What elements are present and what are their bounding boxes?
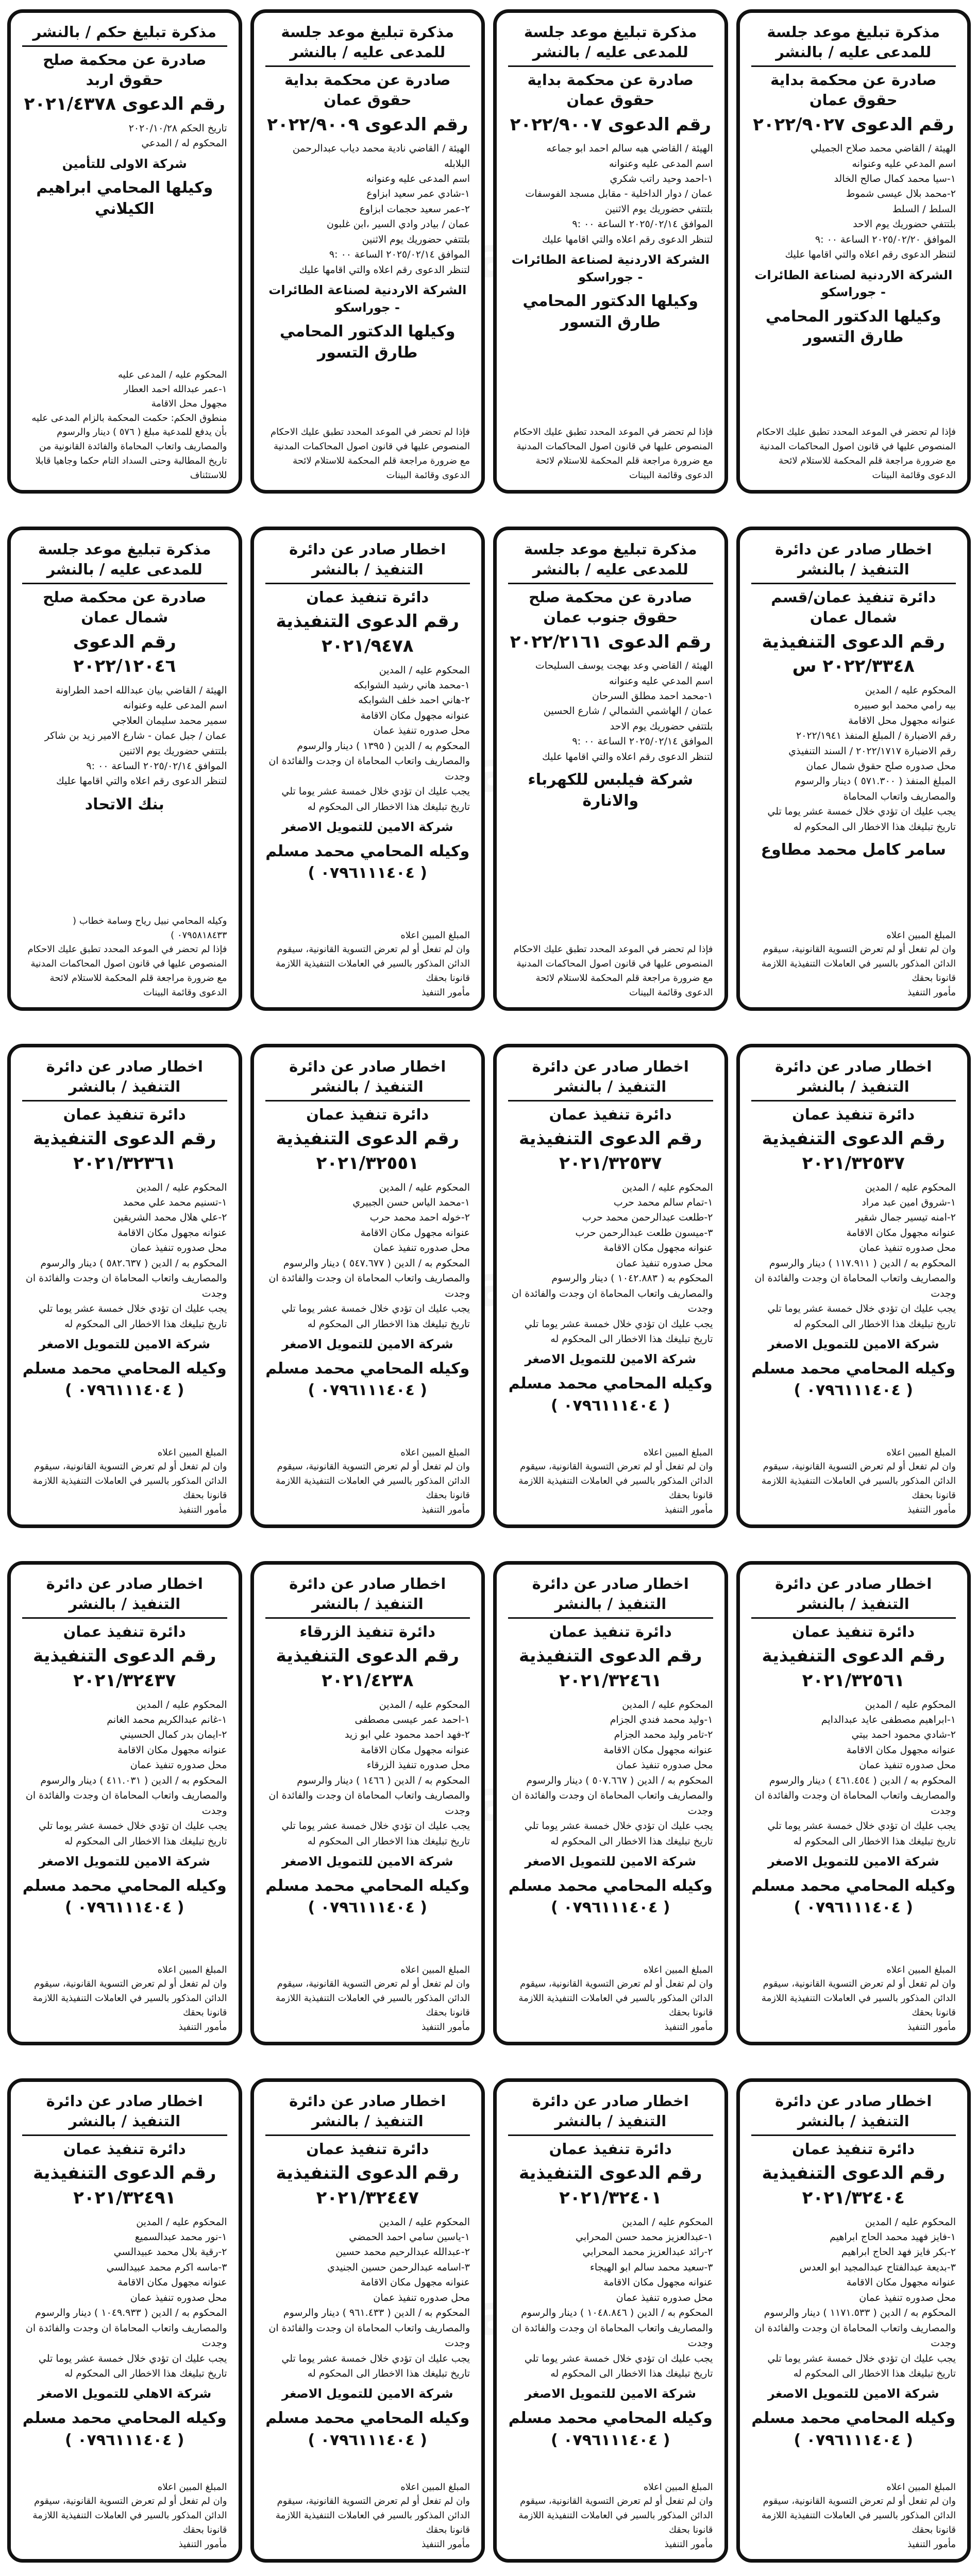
- notice-creditor: شركة الامين للتمويل الاصغر: [282, 2386, 453, 2401]
- notice-footer: وكيله المحامي نبيل رياح وسامة خطاب ( ٠٧٩٥٨١٨٤٣٣ ) فإذا لم تحضر في الموعد المحدد تطبق عليك الاحكام المنصوص عليها في قانون اصول المحاكمات المدنية مع ضرورة مراجعة قلم المحكمة للاستلام لائحة الدعوى وقائمة البينات: [27, 915, 227, 998]
- notice-body: المحكوم عليه / المدين ١-محمد هاني رشيد الشوابكه ٢-هاني احمد خلف الشوابكه عنوانه مجهول مكان الاقامة محل صدوره تنفيذ عمان المحكوم به / الدين ( ١٣٩٥ ) دينار والرسوم والمصاريف واتعاب المحاماة ان وجدت والفائدة ان وجدت يجب عليك ان تؤدي خلال خمسة عشر يوما تلي تاريخ تبليغك هذا الاخطار الى المحكوم له: [268, 664, 470, 812]
- notice-footer: المبلغ المبين اعلاه وان لم تفعل أو لم تعرض التسوية القانونية، سيقوم الدائن المذكور بالسير في العاملات التنفيذية اللازمة قانونا بحقك مأمور التنفيذ: [32, 2481, 227, 2550]
- legal-notice: [736, 9, 971, 494]
- notice-court: دائرة تنفيذ عمان: [306, 588, 429, 606]
- notice-lawyer: وكيله المحامي محمد مسلم: [508, 2409, 713, 2428]
- notice-lawyer: وكيلها الدكتور المحامي طارق التسور: [522, 292, 699, 331]
- notice-footer: المبلغ المبين اعلاه وان لم تفعل أو لم تعرض التسوية القانونية، سيقوم الدائن المذكور بالسير في العاملات التنفيذية اللازمة قانونا بحقك مأمور التنفيذ: [275, 1447, 470, 1516]
- notice-phone: ( ٠٧٩٦١١١٤٠٤ ): [308, 2431, 427, 2449]
- notice-creditor: شركة الاولى للتأمين: [62, 156, 187, 171]
- notice-footer: المبلغ المبين اعلاه وان لم تفعل أو لم تعرض التسوية القانونية، سيقوم الدائن المذكور بالسير في العاملات التنفيذية اللازمة قانونا بحقك مأمور التنفيذ: [518, 1447, 713, 1516]
- notice-court: دائرة تنفيذ عمان: [549, 1623, 672, 1641]
- notice-phone: ( ٠٧٩٦١١١٤٠٤ ): [551, 1396, 670, 1415]
- notice-footer: فإذا لم تحضر في الموعد المحدد تطبق عليك الاحكام المنصوص عليها في قانون اصول المحاكمات المدنية مع ضرورة مراجعة قلم المحكمة للاستلام لائحة الدعوى وقائمة البينات: [513, 427, 713, 481]
- notice-court: دائرة تنفيذ عمان/قسم شمال عمان: [771, 588, 936, 626]
- notice-case-number: رقم الدعوى التنفيذية ٢٠٢١/٣٢٤٠٤: [762, 2163, 945, 2209]
- notice-creditor: شركة الامين للتمويل الاصغر: [39, 1854, 210, 1869]
- notice-header: اخطار صادر عن دائرة التنفيذ / بالنشر: [508, 1057, 713, 1101]
- notice-header: اخطار صادر عن دائرة التنفيذ / بالنشر: [751, 539, 956, 584]
- notice-footer: المبلغ المبين اعلاه وان لم تفعل أو لم تعرض التسوية القانونية، سيقوم الدائن المذكور بالسير في العاملات التنفيذية اللازمة قانونا بحقك مأمور التنفيذ: [761, 929, 956, 998]
- notice-court: دائرة تنفيذ عمان: [306, 2140, 429, 2158]
- legal-notice: [493, 1561, 728, 2045]
- notice-case-number: رقم الدعوى ٢٠٢٢/٩٠٢٧: [753, 114, 954, 135]
- legal-notice: [7, 1561, 242, 2045]
- notice-phone: ( ٠٧٩٦١١١٤٠٤ ): [308, 864, 427, 883]
- notice-footer: المبلغ المبين اعلاه وان لم تفعل أو لم تعرض التسوية القانونية، سيقوم الدائن المذكور بالسير في العاملات التنفيذية اللازمة قانونا بحقك مأمور التنفيذ: [518, 1964, 713, 2033]
- notice-lawyer: وكيله المحامي محمد مسلم: [265, 1359, 470, 1378]
- notice-creditor: شركة الامين للتمويل الاصغر: [525, 1352, 696, 1367]
- legal-notice: [736, 1561, 971, 2045]
- notice-case-number: رقم الدعوى التنفيذية ٢٠٢١/٣٢٤٦١: [519, 1646, 702, 1691]
- notice-creditor: شركة الامين للتمويل الاصغر: [282, 819, 453, 834]
- notice-footer: المبلغ المبين اعلاه وان لم تفعل أو لم تعرض التسوية القانونية، سيقوم الدائن المذكور بالسير في العاملات التنفيذية اللازمة قانونا بحقك مأمور التنفيذ: [761, 1447, 956, 1516]
- notice-body: تاريخ الحكم ٢٠٢٠/١٠/٢٨ المحكوم له / المدعي: [128, 123, 227, 149]
- notice-phone: ( ٠٧٩٦١١١٤٠٤ ): [308, 1899, 427, 1917]
- notice-creditor: شركة الامين للتمويل الاصغر: [768, 1336, 939, 1351]
- notice-phone: ( ٠٧٩٦١١١٤٠٤ ): [794, 1899, 913, 1917]
- notice-body: المحكوم عليه / المدين ١-ابراهيم مصطفى عايد عبدالدايم ٢-شادي محمود احمد بيتي عنوانه مجهول مكان الاقامة محل صدوره تنفيذ عمان المحكوم به / الدين ( ٤٦١.٤٥٤ ) دينار والرسوم والمصاريف واتعاب المحاماة ان وجدت والفائدة ان وجدت يجب عليك ان تؤدي خلال خمسة عشر يوما تلي تاريخ تبليغك هذا الاخطار الى المحكوم له: [754, 1699, 956, 1847]
- notice-phone: ( ٠٧٩٦١١١٤٠٤ ): [794, 1381, 913, 1400]
- notice-case-number: رقم الدعوى ٢٠٢٢/٩٠٠٩: [267, 114, 468, 135]
- notice-lawyer: وكيله المحامي محمد مسلم: [751, 1359, 956, 1378]
- notice-case-number: رقم الدعوى ٢٠٢١/٤٣٧٨: [24, 94, 225, 115]
- notices-grid: [7, 9, 971, 2576]
- notice-creditor: شركة الامين للتمويل الاصغر: [768, 2386, 939, 2401]
- notice-case-number: رقم الدعوى ٢٠٢٢/١٢٠٤٦: [73, 631, 176, 677]
- legal-notice: [250, 1044, 485, 1528]
- notice-lawyer: سامر كامل محمد مطاوع: [761, 841, 946, 859]
- notice-body: الهيئة / القاضي محمد صلاح الجميلي اسم المدعي عليه وعنوانه ١-سيا محمد كمال صالح الخالد ٢-محمد بلال عيسى شموط السلط / السلط بلتتفي حضوريك يوم الاحد الموافق ٢٠٢٥/٠٢/٢٠ الساعة ٠٠ :٩ لتنظر الدعوى رقم اعلاه والتي اقامها عليك: [785, 143, 956, 261]
- notice-body: المحكوم عليه / المدين ١-ياسين سامي احمد الحمضي ٢-عبدالله عبدالرحيم محمد حسين ٣-اسامه عبدالرحمن حسين الجنيدي عنوانه مجهول مكان الاقامة محل صدوره تنفيذ عمان المحكوم به / الدين ( ٩٦١.٤٣٣ ) دينار والرسوم والمصاريف واتعاب المحاماة ان وجدت والفائدة ان وجدت يجب عليك ان تؤدي خلال خمسة عشر يوما تلي تاريخ تبليغك هذا الاخطار الى المحكوم له: [268, 2216, 470, 2379]
- notice-header: اخطار صادر عن دائرة التنفيذ / بالنشر: [265, 2091, 470, 2136]
- notice-footer: المبلغ المبين اعلاه وان لم تفعل أو لم تعرض التسوية القانونية، سيقوم الدائن المذكور بالسير في العاملات التنفيذية اللازمة قانونا بحقك مأمور التنفيذ: [275, 2481, 470, 2550]
- notice-court: دائرة تنفيذ عمان: [306, 1106, 429, 1124]
- notice-header: مذكرة تبليغ حكم / بالنشر: [22, 22, 227, 47]
- legal-notice: [7, 1044, 242, 1528]
- legal-notice: [7, 9, 242, 494]
- notice-lawyer: وكيله المحامي محمد مسلم: [751, 2409, 956, 2428]
- notice-body: الهيئة / القاضي هبه سالم احمد ابو جماعه اسم المدعى عليه وعنوانه ١-احمد وحيد راتب شكري عمان / دوار الداخلية - مقابل مسجد الفوسفات بلتتفي حضوريك يوم الاثنين الموافق ٢٠٢٥/٠٢/١٤ الساعة ٠٠ :٩ لتنظر الدعوى رقم اعلاه والتي اقامها عليك: [525, 143, 713, 245]
- notice-footer: المحكوم عليه / المدعى عليه ١-عمر عبدالله احمد العطار مجهول محل الاقامة منطوق الحكم: حكمت المحكمة بالزام المدعى عليه بأن يدفع للمدعية مبلغ ( ٥٧٦ ) دينار والرسوم والمصاريف واتعاب المحاماة والفائدة القانونية من تاريخ المطالبة وحتى السداد التام حكما وجاهيا قابلا للاستئناف: [31, 369, 227, 481]
- notice-court: صادرة عن محكمة صلح حقوق جنوب عمان: [529, 588, 693, 626]
- notice-header: اخطار صادر عن دائرة التنفيذ / بالنشر: [22, 1057, 227, 1101]
- notice-court: دائرة تنفيذ عمان: [549, 2140, 672, 2158]
- notice-lawyer: وكيلها الدكتور المحامي طارق التسور: [279, 323, 456, 362]
- notice-header: اخطار صادر عن دائرة التنفيذ / بالنشر: [265, 539, 470, 584]
- notice-header: مذكرة تبليغ موعد جلسة للمدعى عليه / بالنشر: [265, 22, 470, 67]
- notice-header: مذكرة تبليغ موعد جلسة للمدعى عليه / بالنشر: [751, 22, 956, 67]
- notice-footer: المبلغ المبين اعلاه وان لم تفعل أو لم تعرض التسوية القانونية، سيقوم الدائن المذكور بالسير في العاملات التنفيذية اللازمة قانونا بحقك مأمور التنفيذ: [32, 1964, 227, 2033]
- notice-court: دائرة تنفيذ الزرقاء: [299, 1623, 436, 1641]
- notice-body: المحكوم عليه / المدين ١-شروق امين عبد مراد ٢-امنه تيسير جمال شقير عنوانه مجهول مكان الاقامة محل صدوره تنفيذ عمان المحكوم به / الدين ( ١١٧.٩١١ ) دينار والرسوم والمصاريف واتعاب المحاماة ان وجدت والفائدة ان وجدت يجب عليك ان تؤدي خلال خمسة عشر يوما تلي تاريخ تبليغك هذا الاخطار الى المحكوم له: [754, 1181, 956, 1330]
- notice-lawyer: وكيلها الدكتور المحامي طارق التسور: [765, 307, 941, 347]
- notice-body: المحكوم عليه / المدين ١-نور محمد عبدالسميع ٢-رقية بلال محمد عبيدالسي ٣-ماسه اكرم محمد عبيدالسي عنوانه مجهول مكان الاقامة محل صدوره تنفيذ عمان المحكوم به / الدين ( ١٠٤٩.٩٣٣ ) دينار والرسوم والمصاريف واتعاب المحاماة ان وجدت والفائدة ان وجدت يجب عليك ان تؤدي خلال خمسة عشر يوما تلي تاريخ تبليغك هذا الاخطار الى المحكوم له: [25, 2216, 227, 2379]
- notice-lawyer: شركة فيلبس للكهرباء والانارة: [528, 771, 694, 810]
- notice-body: المحكوم عليه / المدين ١-وليد محمد فندي الجزام ٢-تامر وليد محمد الجزام عنوانه مجهول مكان الاقامة محل صدوره تنفيذ عمان المحكوم به / الدين ( ٥٠٧.٦٦٧ ) دينار والرسوم والمصاريف واتعاب المحاماة ان وجدت والفائدة ان وجدت يجب عليك ان تؤدي خلال خمسة عشر يوما تلي تاريخ تبليغك هذا الاخطار الى المحكوم له: [511, 1699, 713, 1847]
- notice-court: دائرة تنفيذ عمان: [792, 1106, 915, 1124]
- notice-phone: ( ٠٧٩٦١١١٤٠٤ ): [551, 1899, 670, 1917]
- notice-creditor: شركة الامين للتمويل الاصغر: [39, 1336, 210, 1351]
- notice-lawyer: وكيله المحامي محمد مسلم: [265, 1876, 470, 1895]
- notice-body: المحكوم عليه / المدين ١-تسنيم محمد علي محمد ٢-علي هلال محمد الشريقين عنوانه مجهول مكان الاقامة محل صدوره تنفيذ عمان المحكوم به / الدين ( ٥٨٢.٦٣٧ ) دينار والرسوم والمصاريف واتعاب المحاماة ان وجدت والفائدة ان وجدت يجب عليك ان تؤدي خلال خمسة عشر يوما تلي تاريخ تبليغك هذا الاخطار الى المحكوم له: [25, 1181, 227, 1330]
- notice-case-number: رقم الدعوى ٢٠٢٢/٩٠٠٧: [510, 114, 711, 135]
- notice-phone: ( ٠٧٩٦١١١٤٠٤ ): [551, 2431, 670, 2449]
- notice-body: المحكوم عليه / المدين ١-محمد الياس حسن الجبيري ٢-خوله احمد محمد حرب عنوانه مجهول مكان الاقامة محل صدوره تنفيذ عمان المحكوم به / الدين ( ٥٤٧.٦٧٧ ) دينار والرسوم والمصاريف واتعاب المحاماة ان وجدت والفائدة ان وجدت يجب عليك ان تؤدي خلال خمسة عشر يوما تلي تاريخ تبليغك هذا الاخطار الى المحكوم له: [268, 1181, 470, 1330]
- notice-body: المحكوم عليه / المدين ١-غانم عبدالكريم محمد الغانم ٢-ايمان بدر كمال الحسيني عنوانه مجهول مكان الاقامة محل صدوره تنفيذ عمان المحكوم به / الدين ( ٤١١.٠٣١ ) دينار والرسوم والمصاريف واتعاب المحاماة ان وجدت والفائدة ان وجدت يجب عليك ان تؤدي خلال خمسة عشر يوما تلي تاريخ تبليغك هذا الاخطار الى المحكوم له: [25, 1699, 227, 1847]
- legal-notice: [250, 1561, 485, 2045]
- legal-notice: [250, 527, 485, 1011]
- notice-case-number: رقم الدعوى ٢٠٢٢/٢١٦١: [510, 631, 711, 652]
- notice-court: صادرة عن محكمة بداية حقوق عمان: [770, 71, 937, 109]
- notice-court: صادرة عن محكمة بداية حقوق عمان: [284, 71, 451, 109]
- notice-creditor: الشركة الاردنية لصناعة الطائرات - جوراسكو: [754, 267, 953, 300]
- notice-case-number: رقم الدعوى التنفيذية ٢٠٢١/٩٤٧٨: [276, 611, 459, 657]
- notice-header: مذكرة تبليغ موعد جلسة للمدعى عليه / بالنشر: [508, 539, 713, 584]
- notice-lawyer: وكيله المحامي محمد مسلم: [22, 2409, 227, 2428]
- notice-body: المحكوم عليه / المدين بيه رامي محمد ابو صبيره عنوانه مجهول محل الاقامة رقم الاضبارة / المبلغ المنفذ ٢٠٢٢/١٩٤١ رقم الاضبارة ٢٠٢٢/١٧١٧ / السند التنفيذي محل صدوره صلح حقوق شمال عمان المبلغ المنفذ ( ٥٧١.٣٠٠ ) دينار والرسوم والمصاريف واتعاب المحاماة يجب عليك ان تؤدي خلال خمسة عشر يوما تلي تاريخ تبليغك هذا الاخطار الى المحكوم له: [767, 684, 956, 833]
- legal-notice: [493, 9, 728, 494]
- notice-footer: فإذا لم تحضر في الموعد المحدد تطبق عليك الاحكام المنصوص عليها في قانون اصول المحاكمات المدنية مع ضرورة مراجعة قلم المحكمة للاستلام لائحة الدعوى وقائمة البينات: [271, 427, 470, 481]
- notice-lawyer: بنك الاتحاد: [85, 795, 164, 814]
- notice-creditor: شركة الاهلي للتمويل الاصغر: [38, 2386, 212, 2401]
- notice-footer: المبلغ المبين اعلاه وان لم تفعل أو لم تعرض التسوية القانونية، سيقوم الدائن المذكور بالسير في العاملات التنفيذية اللازمة قانونا بحقك مأمور التنفيذ: [32, 1447, 227, 1516]
- notice-phone: ( ٠٧٩٦١١١٤٠٤ ): [794, 2431, 913, 2449]
- notice-case-number: رقم الدعوى التنفيذية ٢٠٢١/٣٢٥٣٧: [762, 1128, 945, 1174]
- notice-case-number: رقم الدعوى التنفيذية ٢٠٢١/٣٢٤٩١: [33, 2163, 216, 2209]
- notice-case-number: رقم الدعوى التنفيذية ٢٠٢١/٣٢٥٣٧: [519, 1128, 702, 1174]
- notice-case-number: رقم الدعوى التنفيذية ٢٠٢١/٣٢٤٣٧: [33, 1646, 216, 1691]
- notice-footer: المبلغ المبين اعلاه وان لم تفعل أو لم تعرض التسوية القانونية، سيقوم الدائن المذكور بالسير في العاملات التنفيذية اللازمة قانونا بحقك مأمور التنفيذ: [275, 1964, 470, 2033]
- notice-body: المحكوم عليه / المدين ١-تمام سالم محمد حرب ٢-طلعت عبدالرحمن محمد حرب ٣-ميسون طلعت عبدالرحمن حرب عنوانه مجهول مكان الاقامة محل صدوره تنفيذ عمان المحكوم به ( ١٠٤٢.٨٨٣ ) دينار والرسوم والمصاريف واتعاب المحاماة ان وجدت والفائدة ان وجدت يجب عليك ان تؤدي خلال خمسة عشر يوما تلي تاريخ تبليغك هذا الاخطار الى المحكوم له: [511, 1181, 713, 1345]
- notice-lawyer: وكيله المحامي محمد مسلم: [265, 842, 470, 860]
- notice-creditor: شركة الامين للتمويل الاصغر: [525, 2386, 696, 2401]
- notice-case-number: رقم الدعوى التنفيذية ٢٠٢١/٣٢٣٦١: [33, 1128, 216, 1174]
- notice-header: اخطار صادر عن دائرة التنفيذ / بالنشر: [751, 1057, 956, 1101]
- notice-creditor: شركة الامين للتمويل الاصغر: [282, 1336, 453, 1351]
- notice-creditor: الشركة الاردنية لصناعة الطائرات - جوراسكو: [511, 252, 710, 284]
- notice-creditor: شركة الامين للتمويل الاصغر: [768, 1854, 939, 1869]
- notice-case-number: رقم الدعوى التنفيذية ٢٠٢١/٤٢٣٨: [276, 1646, 459, 1691]
- notice-creditor: الشركة الاردنية لصناعة الطائرات - جوراسكو: [268, 283, 467, 315]
- notice-court: دائرة تنفيذ عمان: [549, 1106, 672, 1124]
- notice-header: مذكرة تبليغ موعد جلسة للمدعى عليه / بالنشر: [508, 22, 713, 67]
- notice-header: اخطار صادر عن دائرة التنفيذ / بالنشر: [751, 1574, 956, 1619]
- notice-lawyer: وكيله المحامي محمد مسلم: [751, 1876, 956, 1895]
- notice-body: الهيئة / القاضي نادية محمد دياب عبدالرحمن البلابله اسم المدعى عليه وعنوانه ١-شادي عمر سعيد ابزاوع ٢-عمر سعيد حجمات ابزاوع عمان / بيادر وادي السير ،ابن غلبون بلتتفي حضوريك يوم الاثنين الموافق ٢٠٢٥/٠٢/١٤ الساعة ٠٠ :٩ لتنظر الدعوى رقم اعلاه والتي اقامها عليك: [292, 143, 470, 276]
- notice-footer: المبلغ المبين اعلاه وان لم تفعل أو لم تعرض التسوية القانونية، سيقوم الدائن المذكور بالسير في العاملات التنفيذية اللازمة قانونا بحقك مأمور التنفيذ: [275, 929, 470, 998]
- notice-lawyer: وكيله المحامي محمد مسلم: [22, 1359, 227, 1378]
- legal-notice: [736, 1044, 971, 1528]
- notice-case-number: رقم الدعوى التنفيذية ٢٠٢١/٣٢٥٥١: [276, 1128, 459, 1174]
- legal-notice: [250, 9, 485, 494]
- notice-lawyer: وكيله المحامي محمد مسلم: [22, 1876, 227, 1895]
- notice-court: دائرة تنفيذ عمان: [792, 1623, 915, 1641]
- notice-footer: المبلغ المبين اعلاه وان لم تفعل أو لم تعرض التسوية القانونية، سيقوم الدائن المذكور بالسير في العاملات التنفيذية اللازمة قانونا بحقك مأمور التنفيذ: [761, 2481, 956, 2550]
- notice-case-number: رقم الدعوى التنفيذية ٢٠٢٢/٣٣٤٨ س: [762, 631, 945, 677]
- notice-header: اخطار صادر عن دائرة التنفيذ / بالنشر: [508, 2091, 713, 2136]
- notice-footer: فإذا لم تحضر في الموعد المحدد تطبق عليك الاحكام المنصوص عليها في قانون اصول المحاكمات المدنية مع ضرورة مراجعة قلم المحكمة للاستلام لائحة الدعوى وقائمة البينات: [756, 427, 956, 481]
- notice-court: دائرة تنفيذ عمان: [63, 1106, 186, 1124]
- notice-header: اخطار صادر عن دائرة التنفيذ / بالنشر: [751, 2091, 956, 2136]
- notice-court: صادرة عن محكمة صلح شمال عمان: [43, 588, 207, 626]
- notice-header: مذكرة تبليغ موعد جلسة للمدعى عليه / بالنشر: [22, 539, 227, 584]
- notice-creditor: شركة الامين للتمويل الاصغر: [282, 1854, 453, 1869]
- legal-notice: [736, 2078, 971, 2563]
- notice-header: اخطار صادر عن دائرة التنفيذ / بالنشر: [265, 1057, 470, 1101]
- notice-body: المحكوم عليه / المدين ١-فايز فهيد محمد الحاج ابراهيم ٢-بكر فايز فهد الحاج ابراهيم ٣-بديعة عبدالفتاح عبدالمجيد ابو العدس عنوانه مجهول مكان الاقامة محل صدوره تنفيذ عمان المحكوم به / الدين ( ١١٧١.٥٣٣ ) دينار والرسوم والمصاريف واتعاب المحاماة ان وجدت والفائدة ان وجدت يجب عليك ان تؤدي خلال خمسة عشر يوما تلي تاريخ تبليغك هذا الاخطار الى المحكوم له: [754, 2216, 956, 2379]
- notice-court: صادرة عن محكمة صلح حقوق اربد: [43, 51, 207, 89]
- notice-lawyer: وكيله المحامي محمد مسلم: [265, 2409, 470, 2428]
- legal-notice: [250, 2078, 485, 2563]
- notice-court: دائرة تنفيذ عمان: [63, 2140, 186, 2158]
- notice-case-number: رقم الدعوى التنفيذية ٢٠٢١/٣٢٥٦١: [762, 1646, 945, 1691]
- notice-phone: ( ٠٧٩٦١١١٤٠٤ ): [65, 1899, 184, 1917]
- notice-phone: ( ٠٧٩٦١١١٤٠٤ ): [65, 2431, 184, 2449]
- notice-lawyer: وكيلها المحامي ابراهيم الكيلاني: [36, 179, 213, 218]
- legal-notice: [493, 527, 728, 1011]
- notice-header: اخطار صادر عن دائرة التنفيذ / بالنشر: [508, 1574, 713, 1619]
- legal-notice: [493, 2078, 728, 2563]
- notice-phone: ( ٠٧٩٦١١١٤٠٤ ): [65, 1381, 184, 1400]
- notice-case-number: رقم الدعوى التنفيذية ٢٠٢١/٣٢٤٤٧: [276, 2163, 459, 2209]
- notice-footer: المبلغ المبين اعلاه وان لم تفعل أو لم تعرض التسوية القانونية، سيقوم الدائن المذكور بالسير في العاملات التنفيذية اللازمة قانونا بحقك مأمور التنفيذ: [761, 1964, 956, 2033]
- legal-notice: [493, 1044, 728, 1528]
- notice-court: صادرة عن محكمة بداية حقوق عمان: [527, 71, 694, 109]
- notice-footer: المبلغ المبين اعلاه وان لم تفعل أو لم تعرض التسوية القانونية، سيقوم الدائن المذكور بالسير في العاملات التنفيذية اللازمة قانونا بحقك مأمور التنفيذ: [518, 2481, 713, 2550]
- legal-notice: [736, 527, 971, 1011]
- notice-phone: ( ٠٧٩٦١١١٤٠٤ ): [308, 1381, 427, 1400]
- notice-court: دائرة تنفيذ عمان: [792, 2140, 915, 2158]
- legal-notice: [7, 527, 242, 1011]
- notice-court: دائرة تنفيذ عمان: [63, 1623, 186, 1641]
- notice-case-number: رقم الدعوى التنفيذية ٢٠٢١/٣٢٤٠١: [519, 2163, 702, 2209]
- notice-body: المحكوم عليه / المدين ١-عبدالعزيز محمد حسن المحرابي ٢-رائد عبدالعزيز محمد المحرابي ٣-سعيد محمد سالم ابو الهيجاء عنوانه مجهول مكان الاقامة محل صدوره تنفيذ عمان المحكوم به / الدين ( ١٠٤٨.٨٤٦ ) دينار والرسوم والمصاريف واتعاب المحاماة ان وجدت والفائدة ان وجدت يجب عليك ان تؤدي خلال خمسة عشر يوما تلي تاريخ تبليغك هذا الاخطار الى المحكوم له: [511, 2216, 713, 2379]
- notice-body: المحكوم عليه / المدين ١-احمد عمر عيسى مصطفى ٢-فهد احمد محمود علي ابو زيد عنوانه مجهول مكان الاقامة محل صدوره تنفيذ الزرقاء المحكوم به / الدين ( ١٤٦٦ ) دينار والرسوم والمصاريف واتعاب المحاماة ان وجدت والفائدة ان وجدت يجب عليك ان تؤدي خلال خمسة عشر يوما تلي تاريخ تبليغك هذا الاخطار الى المحكوم له: [268, 1699, 470, 1847]
- notice-body: الهيئة / القاضي وعد بهجت يوسف السليحات اسم المدعي عليه وعنوانه ١-محمد احمد مطلق السرحان عمان / الهاشمي الشمالي / شارع الحسين بلتتفي حضوريك يوم الاحد الموافق ٢٠٢٥/٠٢/١٤ الساعة ٠٠ :٩ لتنظر الدعوى رقم اعلاه والتي اقامها عليك: [535, 660, 713, 762]
- notice-creditor: شركة الامين للتمويل الاصغر: [525, 1854, 696, 1869]
- notice-footer: فإذا لم تحضر في الموعد المحدد تطبق عليك الاحكام المنصوص عليها في قانون اصول المحاكمات المدنية مع ضرورة مراجعة قلم المحكمة للاستلام لائحة الدعوى وقائمة البينات: [513, 944, 713, 998]
- legal-notice: [7, 2078, 242, 2563]
- notice-header: اخطار صادر عن دائرة التنفيذ / بالنشر: [22, 1574, 227, 1619]
- notice-body: الهيئة / القاضي بيان عبدالله احمد الطراونة اسم المدعى عليه وعنوانه سمير محمد سليمان العلاجي عمان / جبل عمان - شارع الامير زيد بن شاكر بلتتفي حضوريك يوم الاثنين الموافق ٢٠٢٥/٠٢/١٤ الساعة ٠٠ :٩ لتنظر الدعوى رقم اعلاه والتي اقامها عليك: [44, 684, 227, 787]
- notice-header: اخطار صادر عن دائرة التنفيذ / بالنشر: [22, 2091, 227, 2136]
- notice-header: اخطار صادر عن دائرة التنفيذ / بالنشر: [265, 1574, 470, 1619]
- notice-lawyer: وكيله المحامي محمد مسلم: [508, 1876, 713, 1895]
- notice-lawyer: وكيله المحامي محمد مسلم: [508, 1375, 713, 1393]
